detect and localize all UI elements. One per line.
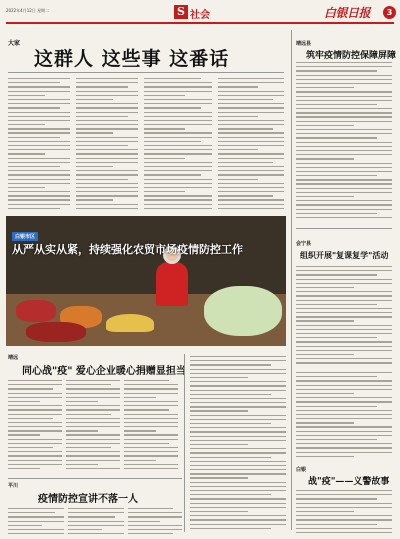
right-top-headline: 筑牢疫情防控保障屏障 — [306, 51, 397, 61]
right-mid-kicker: 会宁县 — [296, 241, 312, 247]
story-bottom-right-kicker: 白银 — [296, 467, 307, 473]
section-name: 社会 — [190, 10, 210, 21]
vendor-figure — [156, 262, 188, 306]
photo-banner-headline: 从严从实从紧，持续强化农贸市场疫情防控工作 — [12, 243, 243, 256]
story-bottom-text — [128, 508, 182, 536]
lead-headline: 这群人 这些事 这番话 — [34, 48, 230, 70]
column-divider — [291, 30, 292, 530]
newspaper-logo: 白银日报 — [324, 6, 371, 20]
photo-location-tag: 白银市区 — [12, 232, 38, 241]
story-left-text — [66, 380, 120, 474]
page-header — [6, 4, 394, 24]
cabbage-pile — [204, 286, 282, 336]
produce-basket — [26, 322, 86, 342]
page-number: 3 — [383, 6, 396, 19]
story-bottom-right-headline: 战"疫"——义警故事 — [308, 477, 390, 487]
story-left-text — [124, 380, 178, 474]
story-bottom-headline: 疫情防控宣讲不落一人 — [38, 494, 138, 505]
bananas — [106, 314, 154, 332]
column-divider — [184, 354, 185, 532]
lead-text-column — [76, 78, 138, 212]
divider — [8, 72, 284, 73]
right-mid-text — [296, 266, 392, 366]
issue-date: 2022年4月12日 星期二 — [6, 8, 50, 13]
story-bottom-kicker: 平川 — [8, 483, 19, 489]
story-left-headline: 同心战"疫" 爱心企业暖心捐赠显担当 — [22, 366, 186, 377]
lead-text-column — [8, 78, 70, 212]
center-text-column — [190, 356, 286, 532]
story-bottom-right-text — [296, 490, 392, 536]
produce-basket — [16, 300, 56, 322]
story-left-kicker: 靖远 — [8, 355, 19, 361]
story-left-text — [8, 380, 62, 474]
right-top-text — [296, 62, 392, 222]
right-lower-text — [296, 372, 392, 462]
divider — [8, 478, 182, 479]
lead-text-column — [144, 78, 212, 212]
lead-text-column — [218, 78, 284, 212]
divider — [296, 228, 392, 229]
right-top-kicker: 靖远县 — [296, 41, 312, 47]
story-bottom-text — [8, 508, 64, 536]
market-photo — [6, 216, 286, 346]
story-bottom-text — [68, 508, 124, 536]
section-mark: S — [174, 5, 188, 19]
right-mid-headline: 组织开展"复课复学"活动 — [300, 250, 389, 260]
lead-kicker: 大家 — [8, 40, 21, 47]
